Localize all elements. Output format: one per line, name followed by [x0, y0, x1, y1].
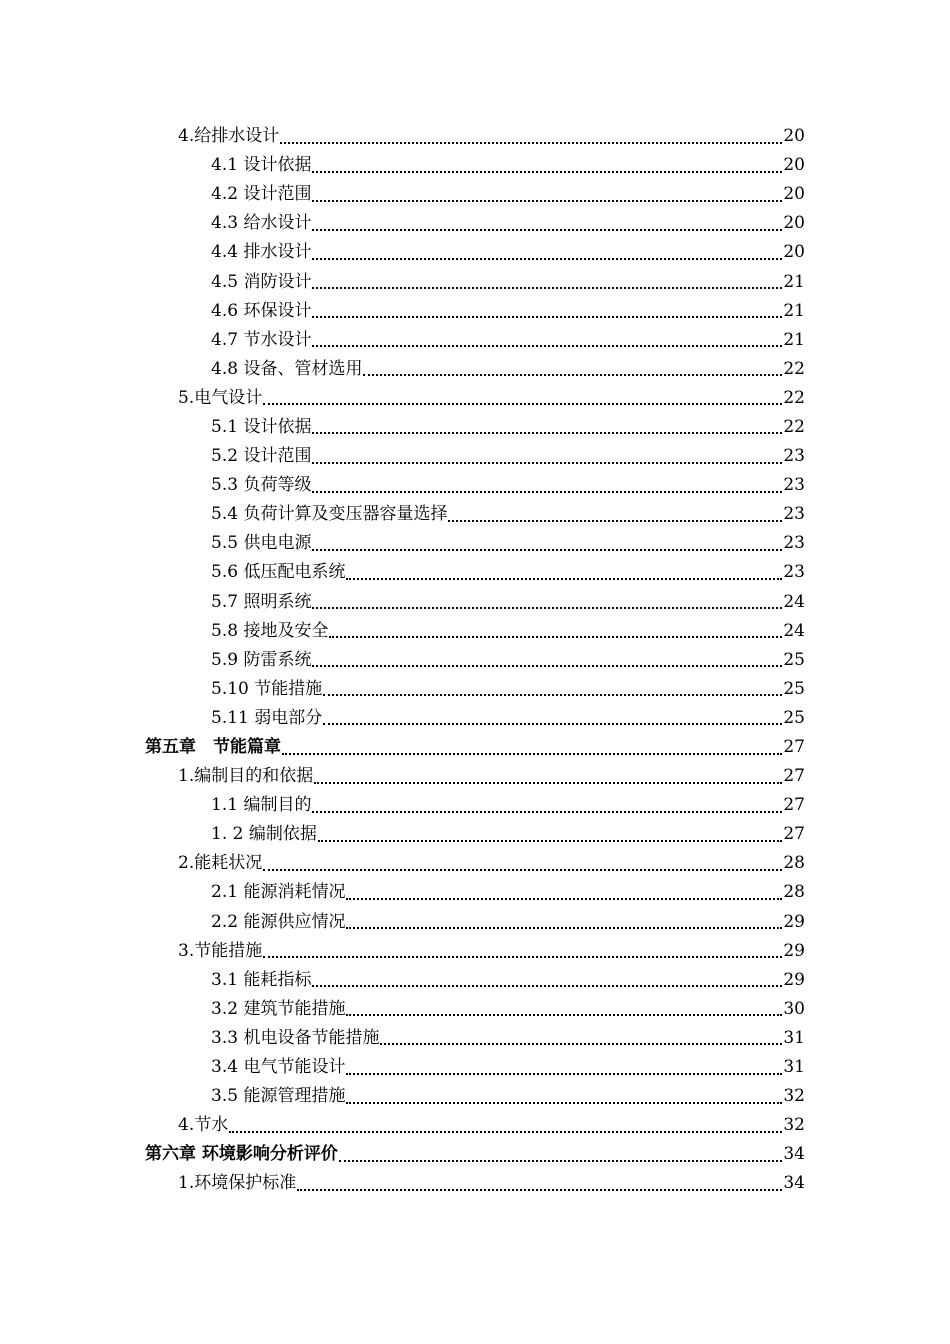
toc-entry-title: 1.1 编制目的 — [211, 795, 312, 816]
toc-entry[interactable] — [0, 238, 950, 267]
toc-page-number: 29 — [783, 969, 805, 990]
toc-dot-leader — [297, 1189, 782, 1191]
toc-entry-title: 5.2 设计范围 — [211, 446, 312, 467]
toc-dot-leader — [229, 1131, 782, 1133]
toc-entry[interactable] — [0, 675, 950, 704]
toc-dot-leader — [346, 1073, 782, 1075]
toc-page-number: 23 — [783, 475, 805, 496]
toc-entry-title: 5.7 照明系统 — [211, 591, 312, 612]
toc-dot-leader — [312, 345, 782, 347]
toc-dot-leader — [329, 636, 782, 638]
toc-dot-leader — [312, 316, 782, 318]
toc-entry[interactable] — [0, 1082, 950, 1111]
toc-page-number: 25 — [783, 678, 805, 699]
toc-entry[interactable] — [0, 878, 950, 907]
toc-entry[interactable] — [0, 442, 950, 471]
toc-page-number: 23 — [783, 504, 805, 525]
toc-entry[interactable] — [0, 384, 950, 413]
toc-page-number: 34 — [783, 1144, 805, 1165]
toc-dot-leader — [282, 753, 782, 755]
toc-dot-leader — [318, 840, 783, 842]
toc-page-number: 24 — [783, 591, 805, 612]
toc-dot-leader — [312, 462, 782, 464]
toc-entry-title: 2.1 能源消耗情况 — [211, 882, 346, 903]
toc-page-number: 27 — [783, 737, 805, 758]
toc-page-number: 23 — [783, 446, 805, 467]
toc-entry[interactable] — [0, 500, 950, 529]
toc-page-number: 21 — [783, 329, 805, 350]
toc-entry-title: 5.11 弱电部分 — [211, 707, 323, 728]
toc-entry-title: 3.5 能源管理措施 — [211, 1086, 346, 1107]
toc-dot-leader — [339, 1160, 782, 1162]
toc-page-number: 23 — [783, 562, 805, 583]
toc-entry-title: 3.3 机电设备节能措施 — [211, 1027, 380, 1048]
toc-dot-leader — [312, 229, 782, 231]
toc-entry[interactable] — [0, 1169, 950, 1198]
toc-entry[interactable] — [0, 180, 950, 209]
toc-entry[interactable] — [0, 588, 950, 617]
toc-page-number: 23 — [783, 533, 805, 554]
toc-entry-title: 4.3 给水设计 — [211, 213, 312, 234]
toc-page-number: 22 — [783, 416, 805, 437]
toc-dot-leader — [346, 578, 782, 580]
toc-entry-title: 3.1 能耗指标 — [211, 969, 312, 990]
toc-entry[interactable] — [0, 617, 950, 646]
toc-page-number: 20 — [783, 213, 805, 234]
toc-entry-title: 4.8 设备、管材选用 — [211, 358, 363, 379]
toc-entry[interactable] — [0, 849, 950, 878]
toc-entry-title: 5.电气设计 — [178, 387, 263, 408]
toc-entry[interactable] — [0, 1111, 950, 1140]
toc-dot-leader — [312, 491, 782, 493]
toc-entry-title: 4.6 环保设计 — [211, 300, 312, 321]
toc-dot-leader — [448, 520, 782, 522]
toc-entry-title: 1. 2 编制依据 — [211, 824, 317, 845]
toc-dot-leader — [263, 956, 782, 958]
toc-page-number: 20 — [783, 184, 805, 205]
toc-entry[interactable] — [0, 209, 950, 238]
toc-dot-leader — [312, 171, 782, 173]
toc-entry[interactable] — [0, 995, 950, 1024]
toc-page-number: 28 — [783, 853, 805, 874]
toc-entry-title: 3.4 电气节能设计 — [211, 1057, 346, 1078]
toc-entry-title: 1.环境保护标准 — [178, 1173, 297, 1194]
toc-entry[interactable] — [0, 471, 950, 500]
toc-entry[interactable] — [0, 1140, 950, 1169]
toc-entry[interactable] — [0, 413, 950, 442]
toc-page-number: 21 — [783, 300, 805, 321]
toc-entry-title: 5.10 节能措施 — [211, 678, 323, 699]
toc-dot-leader — [312, 549, 782, 551]
toc-page-number: 20 — [783, 242, 805, 263]
toc-page-number: 25 — [783, 649, 805, 670]
toc-entry[interactable] — [0, 529, 950, 558]
toc-dot-leader — [312, 287, 782, 289]
toc-page-number: 30 — [783, 998, 805, 1019]
toc-entry[interactable] — [0, 326, 950, 355]
toc-dot-leader — [346, 1102, 782, 1104]
toc-dot-leader — [263, 403, 782, 405]
toc-page-number: 20 — [783, 155, 805, 176]
toc-page-number: 20 — [783, 126, 805, 147]
toc-dot-leader — [312, 811, 782, 813]
toc-entry-title: 2.2 能源供应情况 — [211, 911, 346, 932]
toc-entry[interactable] — [0, 791, 950, 820]
toc-entry-title: 4.节水 — [178, 1115, 229, 1136]
toc-entry[interactable] — [0, 908, 950, 937]
toc-entry[interactable] — [0, 646, 950, 675]
toc-dot-leader — [346, 1014, 782, 1016]
toc-dot-leader — [363, 374, 782, 376]
toc-entry-title: 1.编制目的和依据 — [178, 766, 314, 787]
toc-dot-leader — [323, 723, 782, 725]
toc-dot-leader — [280, 142, 782, 144]
toc-dot-leader — [312, 607, 782, 609]
toc-dot-leader — [346, 927, 782, 929]
toc-dot-leader — [312, 200, 782, 202]
toc-entry[interactable] — [0, 297, 950, 326]
toc-entry-title: 5.4 负荷计算及变压器容量选择 — [211, 504, 448, 525]
toc-entry-title: 4.1 设计依据 — [211, 155, 312, 176]
toc-entry-title: 5.8 接地及安全 — [211, 620, 329, 641]
toc-page-number: 27 — [783, 795, 805, 816]
toc-entry-title: 5.5 供电电源 — [211, 533, 312, 554]
toc-dot-leader — [312, 665, 782, 667]
toc-entry[interactable] — [0, 151, 950, 180]
toc-page-number: 28 — [783, 882, 805, 903]
toc-entry[interactable] — [0, 820, 950, 849]
toc-page-number: 29 — [783, 911, 805, 932]
toc-dot-leader — [312, 258, 782, 260]
toc-page-number: 24 — [783, 620, 805, 641]
toc-page-number: 21 — [783, 271, 805, 292]
toc-entry-title: 4.7 节水设计 — [211, 329, 312, 350]
toc-entry[interactable] — [0, 966, 950, 995]
toc-entry[interactable] — [0, 733, 950, 762]
toc-dot-leader — [380, 1043, 782, 1045]
toc-dot-leader — [312, 432, 782, 434]
toc-entry-title: 第五章 节能篇章 — [145, 737, 281, 758]
toc-entry[interactable] — [0, 122, 950, 151]
toc-dot-leader — [314, 782, 782, 784]
toc-page-number: 27 — [783, 824, 805, 845]
table-of-contents — [0, 122, 950, 1198]
toc-entry[interactable] — [0, 267, 950, 296]
toc-entry-title: 第六章 环境影响分析评价 — [145, 1144, 338, 1165]
toc-page-number: 22 — [783, 387, 805, 408]
toc-page-number: 31 — [783, 1057, 805, 1078]
toc-dot-leader — [323, 694, 782, 696]
toc-page-number: 34 — [783, 1173, 805, 1194]
toc-page-number: 32 — [783, 1086, 805, 1107]
toc-entry[interactable] — [0, 762, 950, 791]
toc-entry[interactable] — [0, 1053, 950, 1082]
toc-entry-title: 4.4 排水设计 — [211, 242, 312, 263]
toc-entry-title: 5.6 低压配电系统 — [211, 562, 346, 583]
toc-entry-title: 4.给排水设计 — [178, 126, 280, 147]
toc-entry[interactable] — [0, 558, 950, 587]
toc-entry-title: 4.2 设计范围 — [211, 184, 312, 205]
toc-entry-title: 3.节能措施 — [178, 940, 263, 961]
toc-entry-title: 2.能耗状况 — [178, 853, 263, 874]
toc-entry[interactable] — [0, 937, 950, 966]
toc-entry-title: 5.1 设计依据 — [211, 416, 312, 437]
toc-entry[interactable] — [0, 704, 950, 733]
toc-page-number: 22 — [783, 358, 805, 379]
toc-entry[interactable] — [0, 1024, 950, 1053]
toc-dot-leader — [346, 898, 782, 900]
toc-entry-title: 5.3 负荷等级 — [211, 475, 312, 496]
toc-page-number: 31 — [783, 1027, 805, 1048]
toc-entry-title: 4.5 消防设计 — [211, 271, 312, 292]
toc-entry-title: 3.2 建筑节能措施 — [211, 998, 346, 1019]
toc-dot-leader — [312, 985, 782, 987]
toc-page-number: 25 — [783, 707, 805, 728]
toc-entry[interactable] — [0, 355, 950, 384]
toc-page-number: 27 — [783, 766, 805, 787]
toc-page-number: 32 — [783, 1115, 805, 1136]
toc-entry-title: 5.9 防雷系统 — [211, 649, 312, 670]
toc-page-number: 29 — [783, 940, 805, 961]
toc-dot-leader — [263, 869, 782, 871]
